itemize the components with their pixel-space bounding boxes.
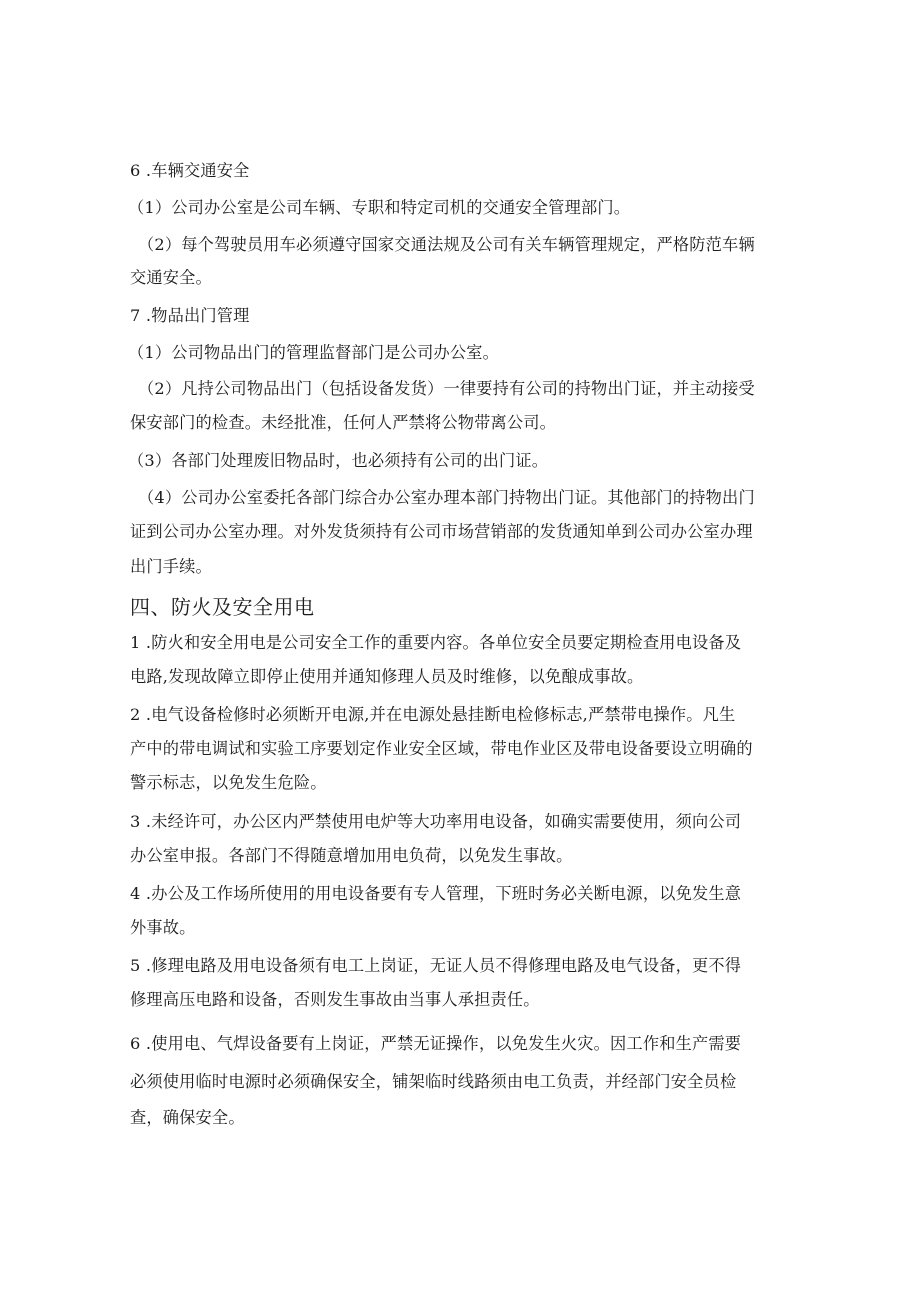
paragraph-line: 4 .办公及工作场所使用的用电设备要有专人管理，下班时务必关断电源，以免发生意 [130,884,742,903]
paragraph-line: 2 .电气设备检修时必须断开电源,并在电源处悬挂断电检修标志,严禁带电操作。凡生 [130,705,736,724]
paragraph-line: 产中的带电调试和实验工序要划定作业安全区域，带电作业区及带电设备要设立明确的 [130,739,753,758]
paragraph-line: 1 .防火和安全用电是公司安全工作的重要内容。各单位安全员要定期检查用电设备及 [130,633,742,652]
chapter-heading-fire-electric-safety: 四、防火及安全用电 [130,595,315,619]
paragraph-line: 外事故。 [130,918,196,937]
paragraph-line: 3 .未经许可，办公区内严禁使用电炉等大功率用电设备，如确实需要使用，须向公司 [130,812,742,831]
section-heading-vehicle-traffic: 6 .车辆交通安全 [130,161,250,180]
paragraph-line: 出门手续。 [130,557,212,576]
paragraph-line: （3）各部门处理废旧物品时，也必须持有公司的出门证。 [128,451,549,470]
paragraph-line: 交通安全。 [130,268,212,287]
section-heading-goods-exit: 7 .物品出门管理 [130,306,250,325]
paragraph-line: 必须使用临时电源时必须确保安全，铺架临时线路须由电工负责，并经部门安全员检 [130,1072,737,1091]
paragraph-line: 修理高压电路和设备，否则发生事故由当事人承担责任。 [130,990,540,1009]
paragraph-line: （4）公司办公室委托各部门综合办公室办理本部门持物出门证。其他部门的持物出门 [138,488,755,507]
paragraph-line: （1）公司物品出门的管理监督部门是公司办公室。 [128,343,500,362]
paragraph-line: 警示标志，以免发生危险。 [130,773,327,792]
paragraph-line: （1）公司办公室是公司车辆、专职和特定司机的交通安全管理部门。 [128,198,631,217]
paragraph-line: 查，确保安全。 [130,1108,245,1127]
paragraph-line: 6 .使用电、气焊设备要有上岗证，严禁无证操作，以免发生火灾。因工作和生产需要 [130,1034,742,1053]
paragraph-line: （2）凡持公司物品出门（包括设备发货）一律要持有公司的持物出门证，并主动接受 [138,379,755,398]
paragraph-line: 电路,发现故障立即停止使用并通知修理人员及时维修，以免酿成事故。 [130,667,644,686]
paragraph-line: 办公室申报。各部门不得随意增加用电负荷，以免发生事故。 [130,846,573,865]
paragraph-line: （2）每个驾驶员用车必须遵守国家交通法规及公司有关车辆管理规定，严格防范车辆 [138,235,755,254]
paragraph-line: 保安部门的检查。未经批准，任何人严禁将公物带离公司。 [130,413,557,432]
paragraph-line: 证到公司办公室办理。对外发货须持有公司市场营销部的发货通知单到公司办公室办理 [130,522,753,541]
paragraph-line: 5 .修理电路及用电设备须有电工上岗证，无证人员不得修理电路及电气设备，更不得 [130,956,742,975]
